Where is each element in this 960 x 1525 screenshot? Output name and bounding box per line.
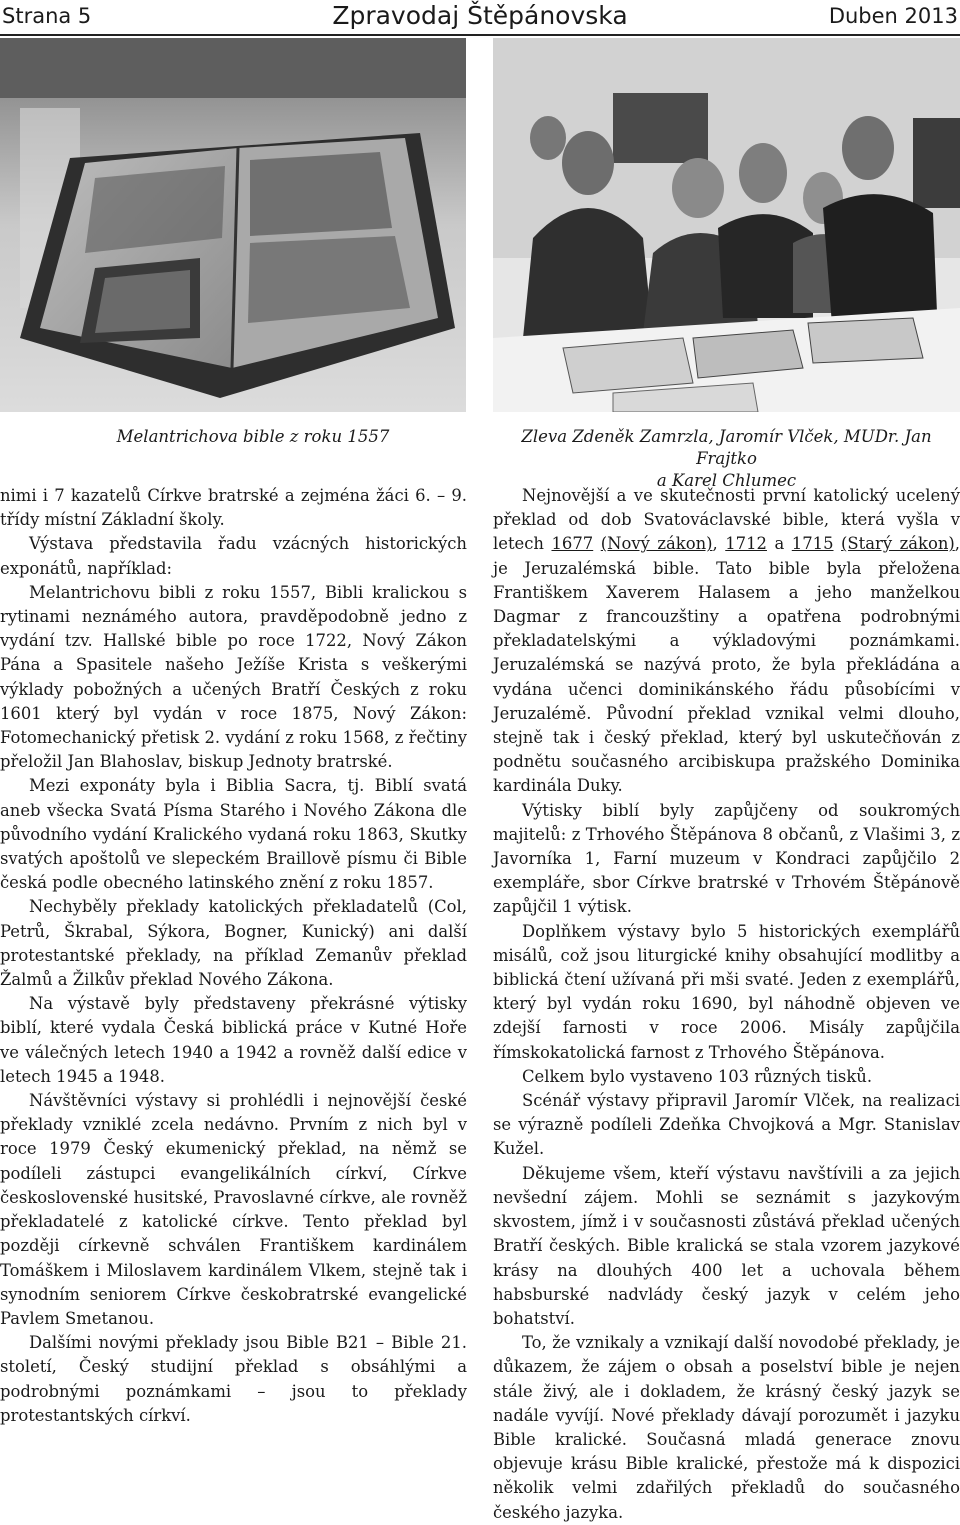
paragraph: Melantrichovu bibli z roku 1557, Bibli kralickou s rytinami neznámého autora, pravděpodobně jedno z vydání tzv. Hallské bible po roce 1722, Nový Zákon Pána a Spasitele našeho Ježíše Krista s veškerými výklady pobožných a učených Bratří Českých z roku 1601 který byl vydán v roce 1875, Nový Zákon: Fotomechanický přetisk 2. vydání z roku 1568, z řečtiny přeložil Jan Blahoslav, biskup Jednoty bratrské. [0, 582, 467, 772]
paragraph: Celkem bylo vystaveno 103 různých tisků. [522, 1066, 873, 1086]
year-link[interactable]: 1715 [791, 534, 834, 554]
paragraph: To, že vznikaly a vznikají další novodobé překlady, je důkazem, že zájem o obsah a poselství bible je nejen stále živý, ale i dokladem, že krásný český jazyk se nadále vyvíjí. Nové překlady dávají porozumět i jazyku Bible kralické. Současná mladá generace znovu objevuje krásu Bible kralické, přestože má k dispozici několik velmi zdařilých překladů do současného českého jazyka. [493, 1333, 960, 1522]
caption-right-line2: a Karel Chlumec [656, 471, 797, 490]
old-testament-link[interactable]: (Starý zákon) [841, 534, 955, 554]
paragraph: Výstava představila řadu vzácných historických exponátů, například: [0, 534, 467, 578]
issue-date: Duben 2013 [828, 4, 958, 28]
paragraph: nimi i 7 kazatelů Církve bratrské a zejména žáci 6. – 9. třídy místní Základní školy. [0, 486, 467, 530]
caption-left-text: Melantrichova bible z roku 1557 [116, 427, 390, 446]
paragraph: Dalšími novými překlady jsou Bible B21 – Bible 21. století, Český studijní překlad s obsáhlými a podrobnými poznámkami – jsou to překlady protestantských církví. [0, 1333, 467, 1425]
paragraph: Děkujeme všem, kteří výstavu navštívili a za jejich nevšední zájem. Mohli se seznámit s jazykovým skvostem, jímž i v současnosti zůstává překlad učených Bratří českých. Bible kralická se stala vzorem jazykové krásy na dlouhých 400 let a uchovala během habsburské nadvlády český jazyk v celém jeho bohatství. [493, 1163, 960, 1328]
year-link[interactable]: 1677 [551, 534, 594, 554]
article-left-column [0, 484, 467, 1428]
page-header [0, 0, 960, 36]
paragraph: Na výstavě byly představeny překrásné výtisky biblí, které vydala Česká biblická práce v Kutné Hoře ve válečných letech 1940 a 1942 a rovněž další edice v letech 1945 a 1948. [0, 994, 467, 1086]
caption-left-photo [0, 426, 466, 448]
text-span: Nejnovější a ve skutečnosti první katolický ucelený překlad od dob Svatováclavské bible, která vyšla v letech [493, 486, 960, 554]
caption-right-line1: Zleva Zdeněk Zamrzla, Jaromír Vlček, MUDr. Jan Frajtko [521, 427, 932, 468]
paragraph: Nejnovější a ve skutečnosti první katolický ucelený překlad od dob Svatováclavské bible, která vyšla v letech 1677 (Nový zákon), 1712 a 1715 (Starý zákon), je Jeruzalémská bible. Tato bible byla přeložena Františkem Xaverem Halasem a jeho manželkou Dagmar z francouzštiny a opatřena podrobnými překladatelskými a výkladovými poznámkami. Jeruzalémská se nazývá proto, že byla překládána a vydána učenci dominikánského řádu působícími v Jeruzalémě. Původní překlad vznikal velmi dlouho, stejně tak i český překlad, který byl uskutečňován z podnětu současného arcibiskupa pražského Dominika kardinála Duky. [493, 486, 960, 796]
paragraph: Nechyběly překlady katolických překladatelů (Col, Petrů, Škrabal, Sýkora, Bogner, Kunický) ani další protestantské překlady, na příklad Zemanův překlad Žalmů a Žilkův překlad Nového Zákona. [0, 897, 467, 990]
visitors-photo-graphic [493, 38, 960, 412]
photo-melantrich-bible [0, 38, 466, 412]
new-testament-link[interactable]: (Nový zákon) [600, 534, 713, 554]
caption-right-photo [493, 426, 960, 492]
paragraph: Doplňkem výstavy bylo 5 historických exemplářů misálů, což jsou liturgické knihy obsahující modlitby a biblická čtení užívaná při mši svaté. Jeden z exemplářů, který byl vydán roku 1690, byl náhodně objeven ve zdejší farnosti v roce 2006. Misály zapůjčila římskokatolická farnost z Trhového Štěpánova. [493, 921, 960, 1062]
text-span: , je Jeruzalémská bible. Tato bible byla přeložena Františkem Xaverem Halasem a jeho manželkou Dagmar z francouzštiny a opatřena podrobnými překladatelskými a výkladovými poznámkami. Jeruzalémská se nazývá proto, že byla překládána a vydána učenci dominikánského řádu působícími v Jeruzalémě. Původní překlad vznikal velmi dlouho, stejně tak i český překlad, který byl uskutečňován z podnětu současného arcibiskupa pražského Dominika kardinála Duky. [493, 534, 960, 796]
photo-exhibition-visitors [493, 38, 960, 412]
year-link[interactable]: 1712 [725, 534, 767, 554]
paragraph: Návštěvníci výstavy si prohlédli i nejnovější české překlady vzniklé zcela nedávno. Prvním z nich byl v roce 1979 Český ekumenický překlad, na němž se podíleli zástupci evangelikálních církví, Církve československé husitské, Pravoslavné církve, ale rovněž překladatelé z katolické církve. Tento překlad byl později církevně schválen Františkem kardinálem Tomáškem i Miloslavem kardinálem Vlkem, stejně tak i synodním seniorem Církve českobratrské evangelické Pavlem Smetanou. [0, 1091, 467, 1328]
paragraph: Scénář výstavy připravil Jaromír Vlček, na realizaci se výrazně podíleli Zdeňka Chvojková a Mgr. Stanislav Kužel. [493, 1091, 960, 1159]
bible-photo-graphic [0, 38, 466, 412]
paragraph: Mezi exponáty byla i Biblia Sacra, tj. Biblí svatá aneb všecka Svatá Písma Starého i Nového Zákona dle původního vydání Kralického vydaná roku 1863, Skutky svatých apoštolů ve slepeckém Braillově písmu či Bible česká podle obecného latinského znění z roku 1857. [0, 776, 467, 893]
paragraph: Výtisky biblí byly zapůjčeny od soukromých majitelů: z Trhového Štěpánova 8 občanů, z Vlašimi 3, z Javorníka 1, Farní muzeum v Kondraci zapůjčilo 2 exempláře, sbor Církve bratrské v Trhovém Štěpánově zapůjčil 1 výtisk. [493, 800, 960, 917]
newsletter-title: Zpravodaj Štěpánovska [332, 1, 628, 30]
page-number: Strana 5 [2, 4, 92, 28]
article-right-column [493, 484, 960, 1525]
